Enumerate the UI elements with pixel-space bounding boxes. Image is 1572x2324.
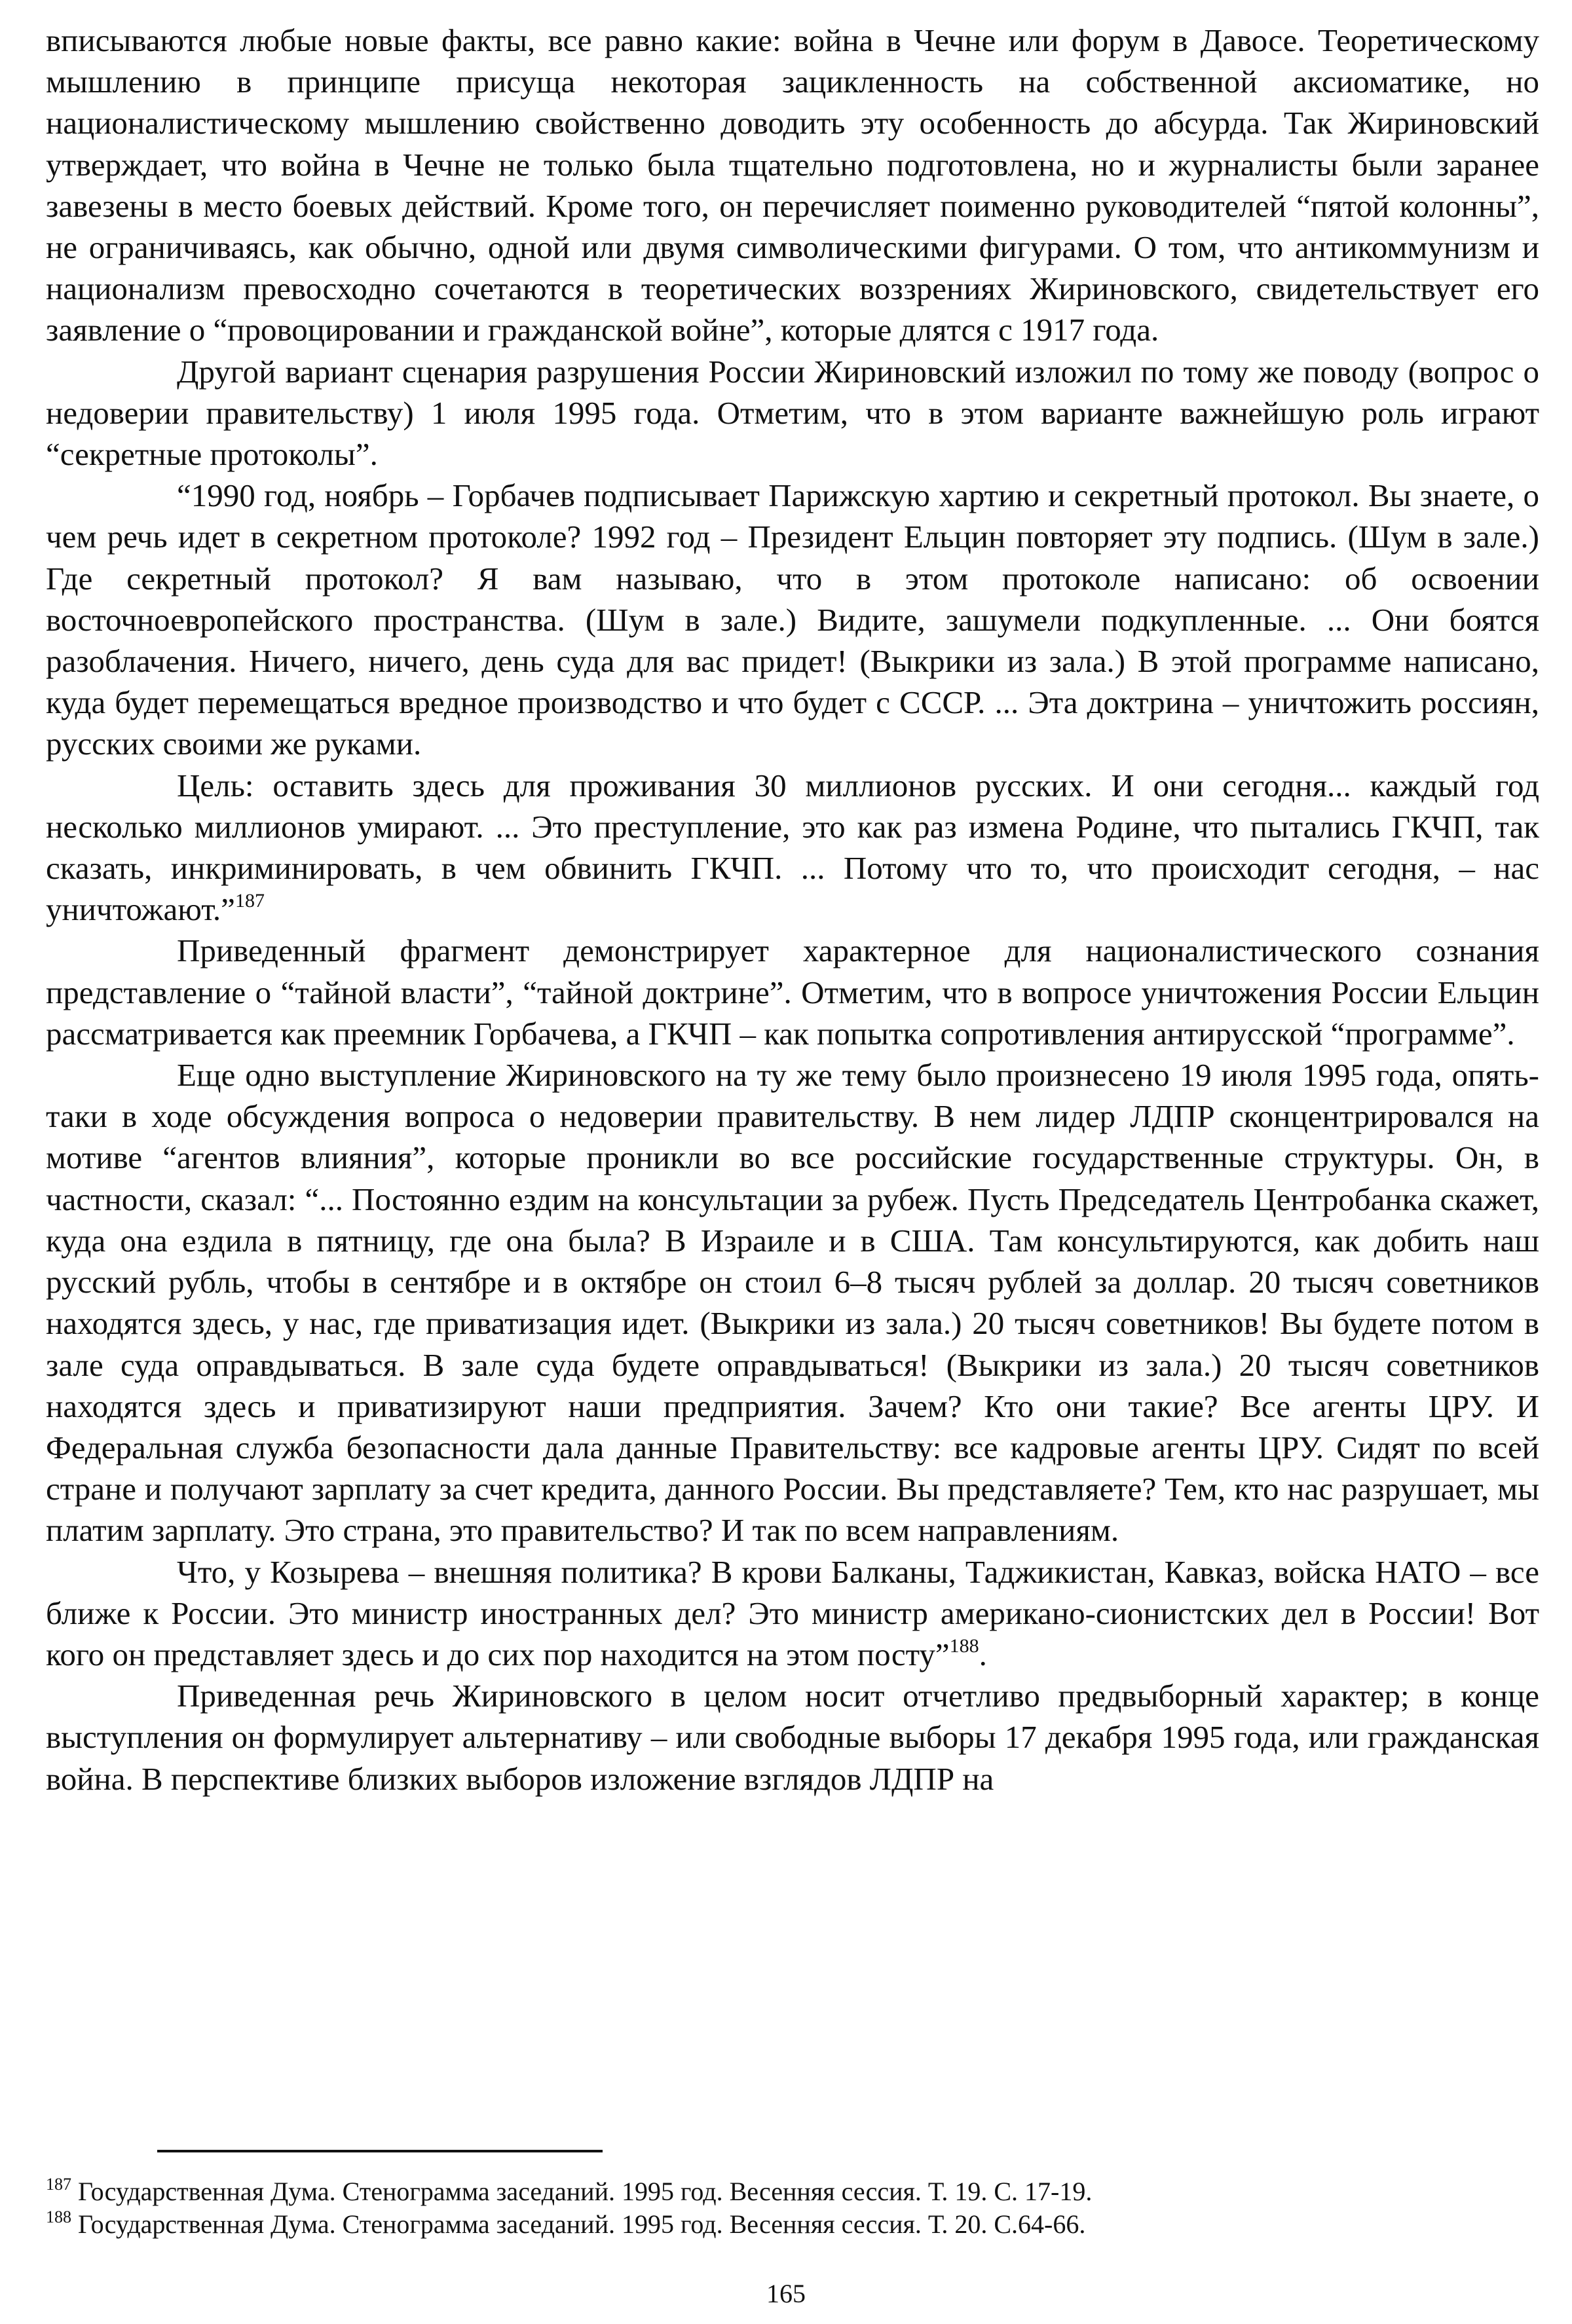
paragraph-2 (46, 351, 1539, 475)
paragraph-5 (46, 930, 1539, 1054)
footnote-ref-187: 187 (234, 890, 265, 912)
quote-paragraph-1 (46, 475, 1539, 764)
paragraph-2-text: Другой вариант сценария разрушения России Жириновский изложил по тому же поводу (вопрос о недоверии правительству) 1 июля 1995 года. Отметим, что в этом варианте важнейшую роль играют “секретные протоколы”. (46, 353, 1539, 473)
footnote-number: 188 (46, 2207, 71, 2226)
paragraph-7-tail: . (979, 1636, 987, 1672)
paragraph-7 (46, 1551, 1539, 1676)
paragraph-8 (46, 1675, 1539, 1799)
footnote-text: Государственная Дума. Стенограмма заседаний. 1995 год. Весенняя сессия. Т. 20. С.64-66. (71, 2209, 1086, 2239)
footnote-188 (46, 2208, 1539, 2241)
paragraph-1-text: вписываются любые новые факты, все равно какие: война в Чечне или форум в Давосе. Теоретическому мышлению в принципе присуща некоторая зацикленность на собственной аксиоматике, но националистическому мышлению свойственно доводить эту особенность до абсурда. Так Жириновский утверждает, что война в Чечне не только была тщательно подготовлена, но и журналисты были заранее завезены в место боевых действий. Кроме того, он перечисляет поименно руководителей “пятой колонны”, не ограничиваясь, как обычно, одной или двумя символическими фигурами. О том, что антикоммунизм и национализм превосходно сочетаются в теоретических воззрениях Жириновского, свидетельствует его заявление о “провоцировании и гражданской войне”, которые длятся с 1917 года. (46, 22, 1539, 348)
footnote-number: 187 (46, 2175, 71, 2194)
paragraph-5-text: Приведенный фрагмент демонстрирует характерное для националистического сознания представление о “тайной власти”, “тайной доктрине”. Отметим, что в вопросе уничтожения России Ельцин рассматривается как преемник Горбачева, а ГКЧП – как попытка сопротивления антирусской “программе”. (46, 932, 1539, 1052)
page-number: 165 (766, 2279, 806, 2308)
paragraph-1 (46, 20, 1539, 351)
footnote-ref-188: 188 (949, 1634, 979, 1657)
paragraph-7-text: Что, у Козырева – внешняя политика? В крови Балканы, Таджикистан, Кавказ, войска НАТО – все ближе к России. Это министр иностранных дел? Это министр американо-сионистских дел в России! Вот кого он представляет здесь и до сих пор находится на этом посту” (46, 1553, 1539, 1672)
quote-paragraph-1-text: “1990 год, ноябрь – Горбачев подписывает Парижскую хартию и секретный протокол. Вы знаете, о чем речь идет в секретном протоколе? 1992 год – Президент Ельцин повторяет эту подпись. (Шум в зале.) Где секретный протокол? Я вам называю, что в этом протоколе написано: об освоении восточноевропейского пространства. (Шум в зале.) Видите, зашумели подкупленные. ... Они боятся разоблачения. Ничего, ничего, день суда для вас придет! (Выкрики из зала.) В этой программе написано, куда будет перемещаться вредное производство и что будет с СССР. ... Эта доктрина – уничтожить россиян, русских своими же руками. (46, 477, 1539, 762)
page-body (46, 20, 1539, 1799)
quote-paragraph-2-text: Цель: оставить здесь для проживания 30 миллионов русских. И они сегодня... каждый год несколько миллионов умирают. ... Это преступление, это как раз измена Родине, что пытались ГКЧП, так сказать, инкриминировать, в чем обвинить ГКЧП. ... Потому что то, что происходит сегодня, – нас уничтожают.” (46, 767, 1539, 928)
footnote-text: Государственная Дума. Стенограмма заседаний. 1995 год. Весенняя сессия. Т. 19. С. 17-19. (71, 2177, 1093, 2206)
footnotes (46, 2175, 1539, 2241)
paragraph-8-text: Приведенная речь Жириновского в целом носит отчетливо предвыборный характер; в конце выступления он формулирует альтернативу – или свободные выборы 17 декабря 1995 года, или гражданская война. В перспективе близких выборов изложение взглядов ЛДПР на (46, 1678, 1539, 1797)
footnote-187 (46, 2175, 1539, 2208)
paragraph-6-text: Еще одно выступление Жириновского на ту же тему было произнесено 19 июля 1995 года, опять-таки в ходе обсуждения вопроса о недоверии правительству. В нем лидер ЛДПР сконцентрировался на мотиве “агентов влияния”, которые проникли во все российские государственные структуры. Он, в частности, сказал: “... Постоянно ездим на консультации за рубеж. Пусть Председатель Центробанка скажет, куда она ездила в пятницу, где она была? В Израиле и в США. Там консультируются, как добить наш русский рубль, чтобы в сентябре и в октябре он стоил 6–8 тысяч рублей за доллар. 20 тысяч советников находятся здесь, у нас, где приватизация идет. (Выкрики из зала.) 20 тысяч советников! Вы будете потом в зале суда оправдываться. В зале суда будете оправдываться! (Выкрики из зала.) 20 тысяч советников находятся здесь и приватизируют наши предприятия. Зачем? Кто они такие? Все агенты ЦРУ. И Федеральная служба безопасности дала данные Правительству: все кадровые агенты ЦРУ. Сидят по всей стране и получают зарплату за счет кредита, данного России. Вы представляете? Тем, кто нас разрушает, мы платим зарплату. Это страна, это правительство? И так по всем направлениям. (46, 1057, 1539, 1549)
quote-paragraph-2 (46, 765, 1539, 931)
paragraph-6 (46, 1054, 1539, 1551)
footnote-separator (157, 2150, 603, 2152)
